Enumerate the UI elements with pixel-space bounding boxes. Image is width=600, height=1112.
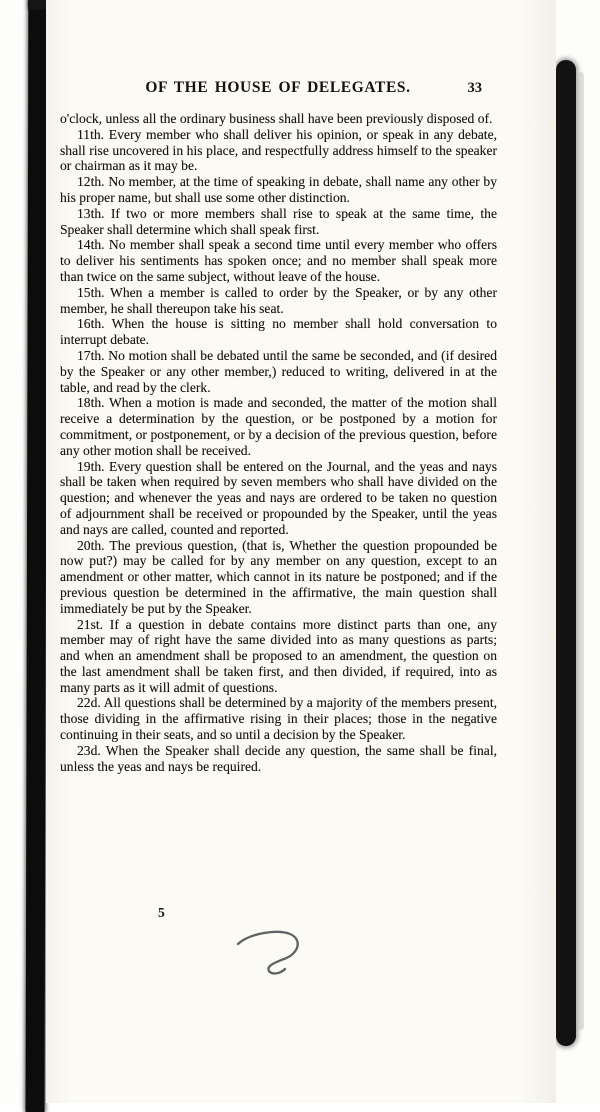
paragraph: 11th. Every member who shall deliver his opinion, or speak in any debate, shall rise uncovered in his place, and respectfully address himself to the speaker or chairman as it may be. (60, 126, 497, 174)
paper (46, 0, 556, 1103)
signature-mark: 5 (158, 905, 165, 920)
page-edge-shadow (578, 72, 584, 1030)
page-number: 33 (467, 80, 482, 96)
paragraph: 17th. No motion shall be debated until the same be seconded, and (if desired by the Speaker or any other member,) reduced to writing, delivered in at the table, and read by the clerk. (60, 347, 497, 395)
paragraph: 16th. When the house is sitting no member shall hold conversation to interrupt debate. (60, 316, 497, 348)
paragraph: 14th. No member shall speak a second time until every member who offers to deliver his sentiments has spoken once; and no member shall speak more than twice on the same subject, without leave of the house. (60, 237, 497, 284)
scan-edge-left (26, 0, 48, 1112)
page-header-title: OF THE HOUSE OF DELEGATES. (145, 79, 411, 96)
scan-edge-right (556, 60, 576, 1046)
paragraph: o'clock, unless all the ordinary business shall have been previously disposed of. (60, 111, 493, 126)
paragraph: 19th. Every question shall be entered on the Journal, and the yeas and nays shall be taken when required by seven members who shall have divided on the question; and whenever the yeas and nays are ordered to be taken no question of adjournment shall be received or propounded by the Speaker, until the yeas and nays are called, counted and reported. (60, 458, 497, 537)
page-body (60, 111, 497, 774)
paragraph: 15th. When a member is called to order by the Speaker, or by any other member, he shall thereupon take his seat. (60, 284, 497, 316)
paragraph: 18th. When a motion is made and seconded, the matter of the motion shall receive a determination by the question, or be postponed by a motion for commitment, or postponement, or by a decision of the previous question, before any other motion shall be received. (60, 395, 497, 458)
paragraph: 22d. All questions shall be determined by a majority of the members present, those dividing in the affirmative rising in their places; those in the negative continuing in their seats, and so until a decision by the Speaker. (60, 695, 497, 743)
page-header (60, 79, 496, 97)
paragraph: 23d. When the Speaker shall decide any question, the same shall be final, unless the yeas and nays be required. (60, 742, 497, 774)
paragraph: 12th. No member, at the time of speaking in debate, shall name any other by his proper name, but shall use some other distinction. (60, 174, 497, 205)
handwritten-ink-mark (232, 922, 318, 980)
paragraph: 21st. If a question in debate contains more distinct parts than one, any member may of right have the same divided into as many questions as parts; and when an amendment shall be proposed to an amendment, the question on the last amendment shall be taken first, and then divided, if required, into as many parts as it will admit of questions. (60, 616, 497, 695)
paragraph: 20th. The previous question, (that is, Whether the question propounded be now put?) may be called for by any member on any question, except to an amendment or other matter, which cannot in its nature be postponed; and if the previous question be determined in the affirmative, the main question shall immediately be put by the Speaker. (60, 537, 497, 616)
paragraph: 13th. If two or more members shall rise to speak at the same time, the Speaker shall determine which shall speak first. (60, 205, 497, 237)
